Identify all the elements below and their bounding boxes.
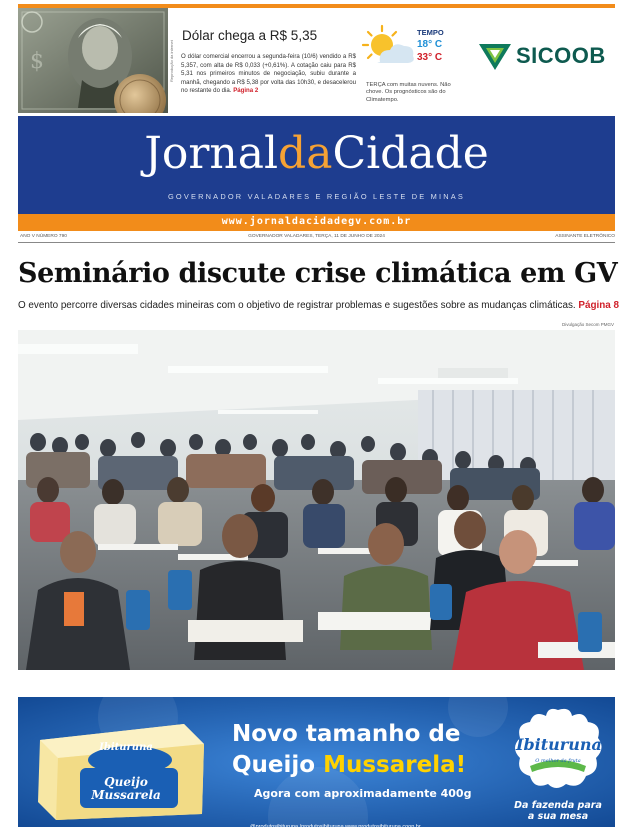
ad-social-links[interactable]: @produtosibituruna /produtosibituruna www.produtosibituruna.coop.br — [250, 824, 421, 830]
top-story-body — [181, 53, 356, 96]
temp-min: 18° C — [417, 39, 443, 50]
main-deck-text: O evento percorre diversas cidades mineiras com o objetivo de registrar problemas e sugestões sobre as mudanças climáticas. — [18, 300, 576, 311]
temp-max: 33° C — [417, 52, 443, 63]
folio-edition: ANO V NÚMERO 790 — [20, 234, 67, 239]
ad-tagline: Da fazenda para a sua mesa — [514, 800, 602, 822]
folio-subscriber: ASSINANTE ELETRÔNICO — [555, 234, 615, 239]
ad-brand-name: Ibituruna — [516, 735, 602, 754]
svg-text:$: $ — [30, 49, 44, 74]
folio-divider — [18, 242, 615, 243]
weather-forecast: TERÇA com muitas nuvens. Não chove. Os prognósticos são do Climatempo. — [366, 82, 451, 103]
product-name-line-1: Queijo — [104, 775, 148, 789]
main-headline[interactable]: Seminário discute crise climática em GV — [18, 258, 618, 289]
logo-part-cidade: Cidade — [332, 128, 489, 179]
ad-headline-queijo: Queijo — [232, 752, 324, 778]
newspaper-logo[interactable] — [18, 128, 615, 179]
photo-credit: Reprodução da internet — [169, 40, 174, 82]
seminar-photo — [18, 330, 615, 670]
top-story-page-ref[interactable]: Página 2 — [233, 87, 259, 95]
ad-headline-mussarela: Mussarela! — [323, 752, 467, 778]
main-deck — [18, 300, 618, 311]
weather-label: TEMPO — [417, 28, 444, 37]
main-photo-credit: Divulgação Secom PMGV — [561, 322, 614, 327]
ad-headline-line-2 — [232, 752, 466, 778]
top-story-headline[interactable]: Dólar chega a R$ 5,35 — [182, 28, 318, 43]
ad-headline-line-1: Novo tamanho de — [232, 721, 461, 747]
website-link[interactable]: www.jornaldacidadegv.com.br — [221, 216, 412, 227]
product-brand: Ibituruna — [99, 742, 153, 753]
ad-subline: Agora com aproximadamente 400g — [254, 787, 472, 800]
masthead-subtitle: GOVERNADOR VALADARES E REGIÃO LESTE DE MINAS — [167, 192, 466, 201]
ad-brand-tagline: O melhor da fruta — [535, 758, 581, 764]
top-story-text: O dólar comercial encerrou a segunda-feira (10/6) vendido a R$ 5,357, com alta de R$ 0,033 (+0,61%). A cotação caiu para R$ 5,31 nos primeiros minutos de negociação, subiu durante a manhã, chegando a R$ 5,38 por volta das 10h30, e desacelerou no restante do dia. — [181, 53, 356, 95]
product-name-line-2: Mussarela — [91, 788, 161, 802]
seminar-audience-image — [18, 330, 615, 670]
sun-cloud-icon — [360, 24, 416, 68]
main-story-page-ref[interactable]: Página 8 — [578, 300, 620, 311]
cheese-package-icon — [34, 722, 206, 822]
dollar-bill-image — [18, 8, 168, 113]
sponsor-name[interactable]: SICOOB — [516, 43, 606, 68]
logo-part-jornal: Jornal — [144, 128, 279, 179]
logo-part-da: da — [278, 128, 333, 179]
folio-date: GOVERNADOR VALADARES, TERÇA, 11 DE JUNHO DE 2024 — [248, 234, 385, 239]
sicoob-logo-icon[interactable] — [477, 42, 513, 72]
dollar-photo — [18, 8, 168, 113]
